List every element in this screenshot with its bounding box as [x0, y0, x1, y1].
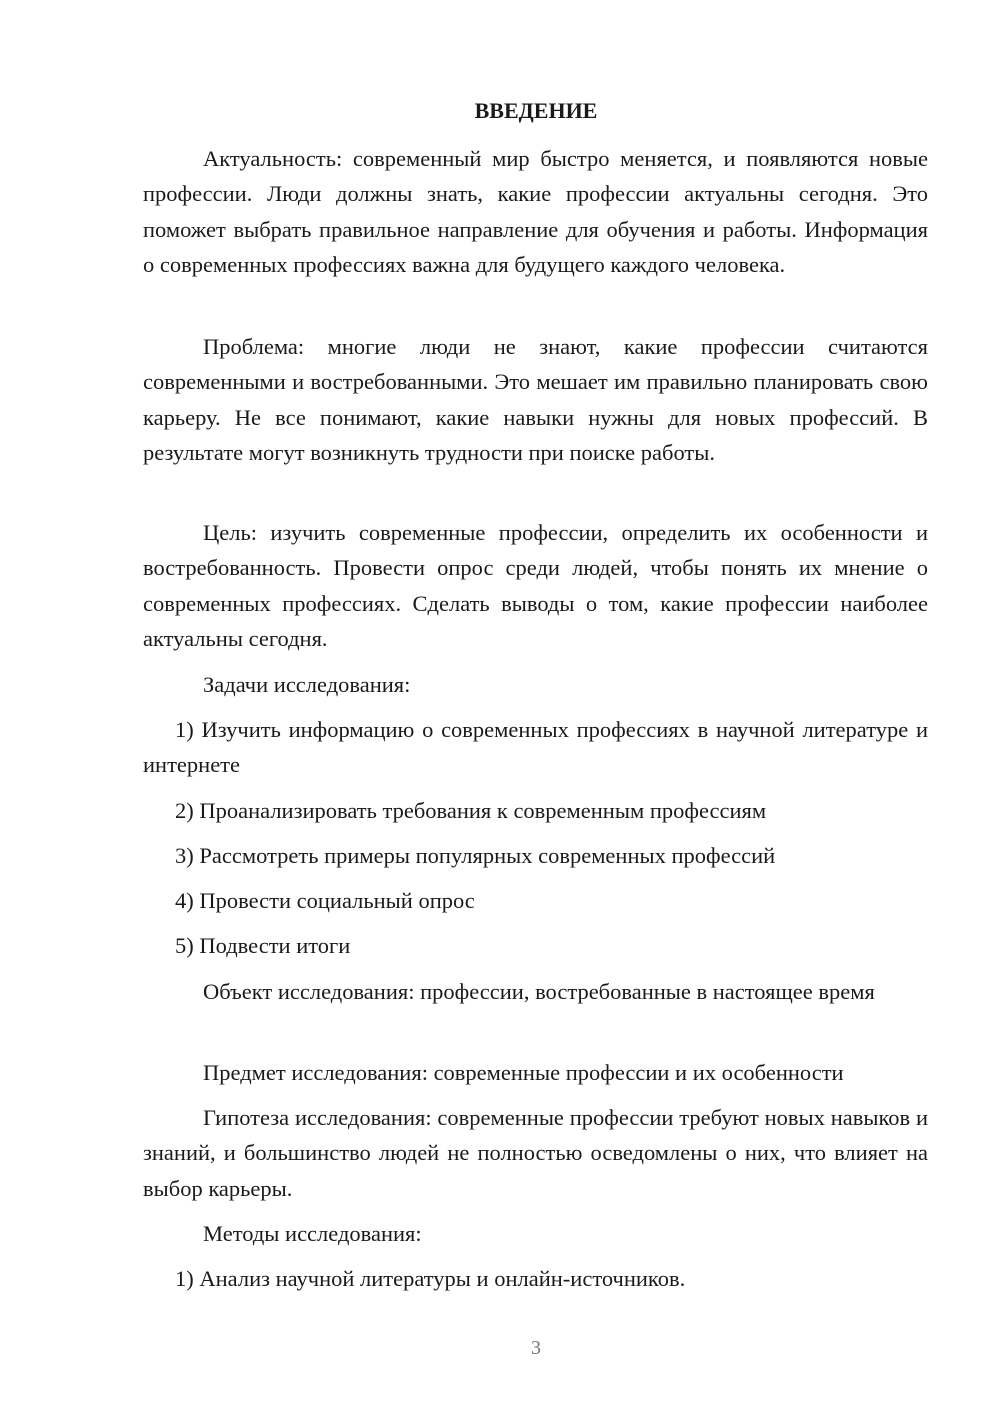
- page-number: 3: [531, 1337, 541, 1359]
- task-item-4: 4) Провести социальный опрос: [175, 888, 475, 913]
- object-paragraph: Объект исследования: профессии, востребованные в настоящее время: [203, 979, 875, 1004]
- relevance-paragraph: Актуальность: современный мир быстро меняется, и появляются новые профессии. Люди должны знать, какие профессии актуальны сегодня. Это поможет выбрать правильное направление для обучения и работы. Информация о современных профессиях важна для будущего каждого человека.: [143, 146, 928, 277]
- page-title: ВВЕДЕНИЕ: [474, 98, 598, 123]
- methods-heading: Методы исследования:: [203, 1221, 422, 1246]
- method-item-1: 1) Анализ научной литературы и онлайн-источников.: [175, 1266, 686, 1291]
- task-item-3: 3) Рассмотреть примеры популярных современных профессий: [175, 843, 776, 868]
- problem-paragraph: Проблема: многие люди не знают, какие профессии считаются современными и востребованными. Это мешает им правильно планировать свою карьеру. Не все понимают, какие навыки нужны для новых профессий. В результате могут возникнуть трудности при поиске работы.: [143, 334, 928, 465]
- tasks-heading: Задачи исследования:: [203, 672, 411, 697]
- task-item-1: 1) Изучить информацию о современных профессиях в научной литературе и интернете: [143, 717, 928, 778]
- hypothesis-paragraph: Гипотеза исследования: современные профессии требуют новых навыков и знаний, и большинство людей не полностью осведомлены о них, что влияет на выбор карьеры.: [143, 1105, 928, 1201]
- goal-paragraph: Цель: изучить современные профессии, определить их особенности и востребованность. Провести опрос среди людей, чтобы понять их мнение о современных профессиях. Сделать выводы о том, какие профессии наиболее актуальны сегодня.: [143, 520, 928, 651]
- task-item-5: 5) Подвести итоги: [175, 933, 351, 958]
- task-item-2: 2) Проанализировать требования к современным профессиям: [175, 798, 767, 823]
- subject-paragraph: Предмет исследования: современные профессии и их особенности: [203, 1060, 844, 1085]
